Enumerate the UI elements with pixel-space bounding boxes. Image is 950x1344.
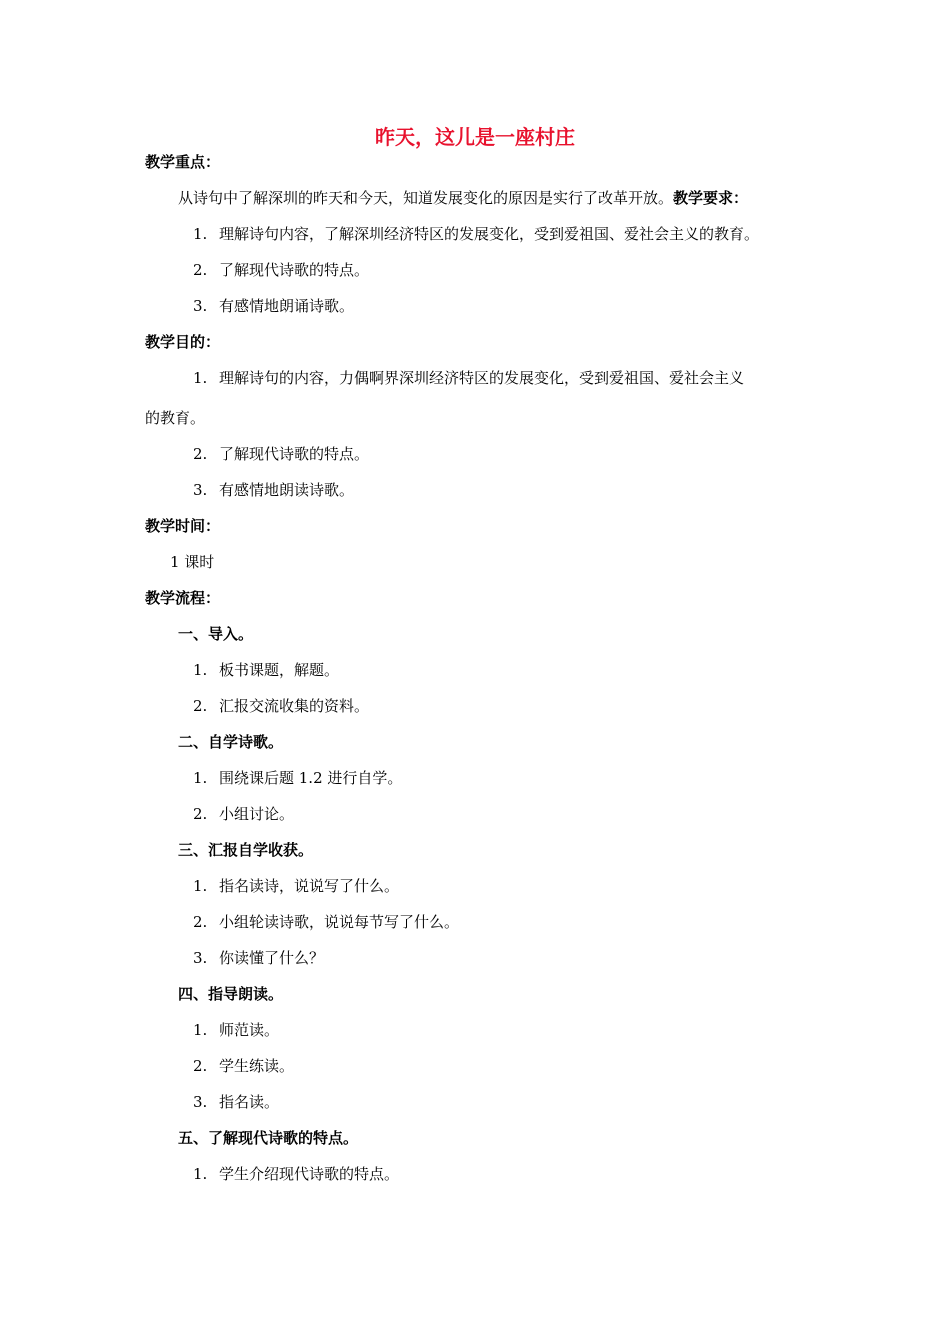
list-text: 汇报交流收集的资料。 <box>219 697 370 715</box>
list-number: 2. <box>193 805 208 823</box>
list-item <box>193 947 324 969</box>
list-item <box>193 875 399 897</box>
list-text: 你读懂了什么？ <box>219 949 325 967</box>
list-number: 1. <box>193 369 208 387</box>
requirement-item-2 <box>193 259 369 281</box>
list-number: 2. <box>193 1057 208 1075</box>
list-text: 理解诗句的内容，力偶啊界深圳经济特区的发展变化，受到爱祖国、爱社会主义 <box>219 369 745 387</box>
list-number: 3. <box>193 297 208 315</box>
list-number: 1. <box>193 1165 208 1183</box>
objective-item-1 <box>193 367 744 389</box>
list-item <box>193 659 339 681</box>
list-text: 指名读。 <box>219 1093 280 1111</box>
list-item <box>193 1019 279 1041</box>
list-text: 小组轮读诗歌，说说每节写了什么。 <box>219 913 460 931</box>
list-number: 1. <box>193 769 208 787</box>
focus-text: 从诗句中了解深圳的昨天和今天，知道发展变化的原因是实行了改革开放。 <box>178 189 674 207</box>
process-section-title: 四、指导朗读。 <box>178 985 284 1003</box>
list-number: 1. <box>193 1021 208 1039</box>
requirements-heading: 教学要求： <box>673 189 749 207</box>
document-title: 昨天，这儿是一座村庄 <box>375 125 575 149</box>
process-section-title: 三、汇报自学收获。 <box>178 841 314 859</box>
list-item <box>193 1091 279 1113</box>
process-section-title: 五、了解现代诗歌的特点。 <box>178 1129 359 1147</box>
list-number: 1. <box>193 877 208 895</box>
focus-paragraph <box>178 187 748 209</box>
objectives-heading: 教学目的： <box>145 333 221 351</box>
list-text: 指名读诗，说说写了什么。 <box>219 877 400 895</box>
list-item <box>193 767 402 789</box>
list-item <box>193 1163 399 1185</box>
focus-heading: 教学重点： <box>145 153 221 171</box>
list-item <box>193 1055 294 1077</box>
list-number: 2. <box>193 445 208 463</box>
list-text: 学生练读。 <box>219 1057 295 1075</box>
list-number: 2. <box>193 261 208 279</box>
list-text: 有感情地朗诵诗歌。 <box>219 297 355 315</box>
list-item <box>193 803 294 825</box>
list-number: 1. <box>193 661 208 679</box>
list-text: 师范读。 <box>219 1021 280 1039</box>
list-text: 板书课题，解题。 <box>219 661 340 679</box>
list-text: 了解现代诗歌的特点。 <box>219 445 370 463</box>
list-number: 1. <box>193 225 208 243</box>
time-heading: 教学时间： <box>145 517 221 535</box>
list-text: 学生介绍现代诗歌的特点。 <box>219 1165 400 1183</box>
requirement-item-3 <box>193 295 354 317</box>
list-text: 了解现代诗歌的特点。 <box>219 261 370 279</box>
requirement-item-1 <box>193 223 759 245</box>
process-section-title: 一、导入。 <box>178 625 254 643</box>
list-number: 2. <box>193 913 208 931</box>
list-item <box>193 911 459 933</box>
list-number: 2. <box>193 697 208 715</box>
time-value: 1 课时 <box>170 553 215 571</box>
list-text: 理解诗句内容，了解深圳经济特区的发展变化，受到爱祖国、爱社会主义的教育。 <box>219 225 760 243</box>
list-text: 围绕课后题 1.2 进行自学。 <box>219 769 403 787</box>
objective-item-1-continued: 的教育。 <box>145 409 206 427</box>
objective-item-3 <box>193 479 354 501</box>
list-text: 小组讨论。 <box>219 805 295 823</box>
list-number: 3. <box>193 1093 208 1111</box>
list-number: 3. <box>193 481 208 499</box>
process-section-title: 二、自学诗歌。 <box>178 733 284 751</box>
objective-item-2 <box>193 443 369 465</box>
process-heading: 教学流程： <box>145 589 221 607</box>
list-number: 3. <box>193 949 208 967</box>
list-item <box>193 695 369 717</box>
list-text: 有感情地朗读诗歌。 <box>219 481 355 499</box>
